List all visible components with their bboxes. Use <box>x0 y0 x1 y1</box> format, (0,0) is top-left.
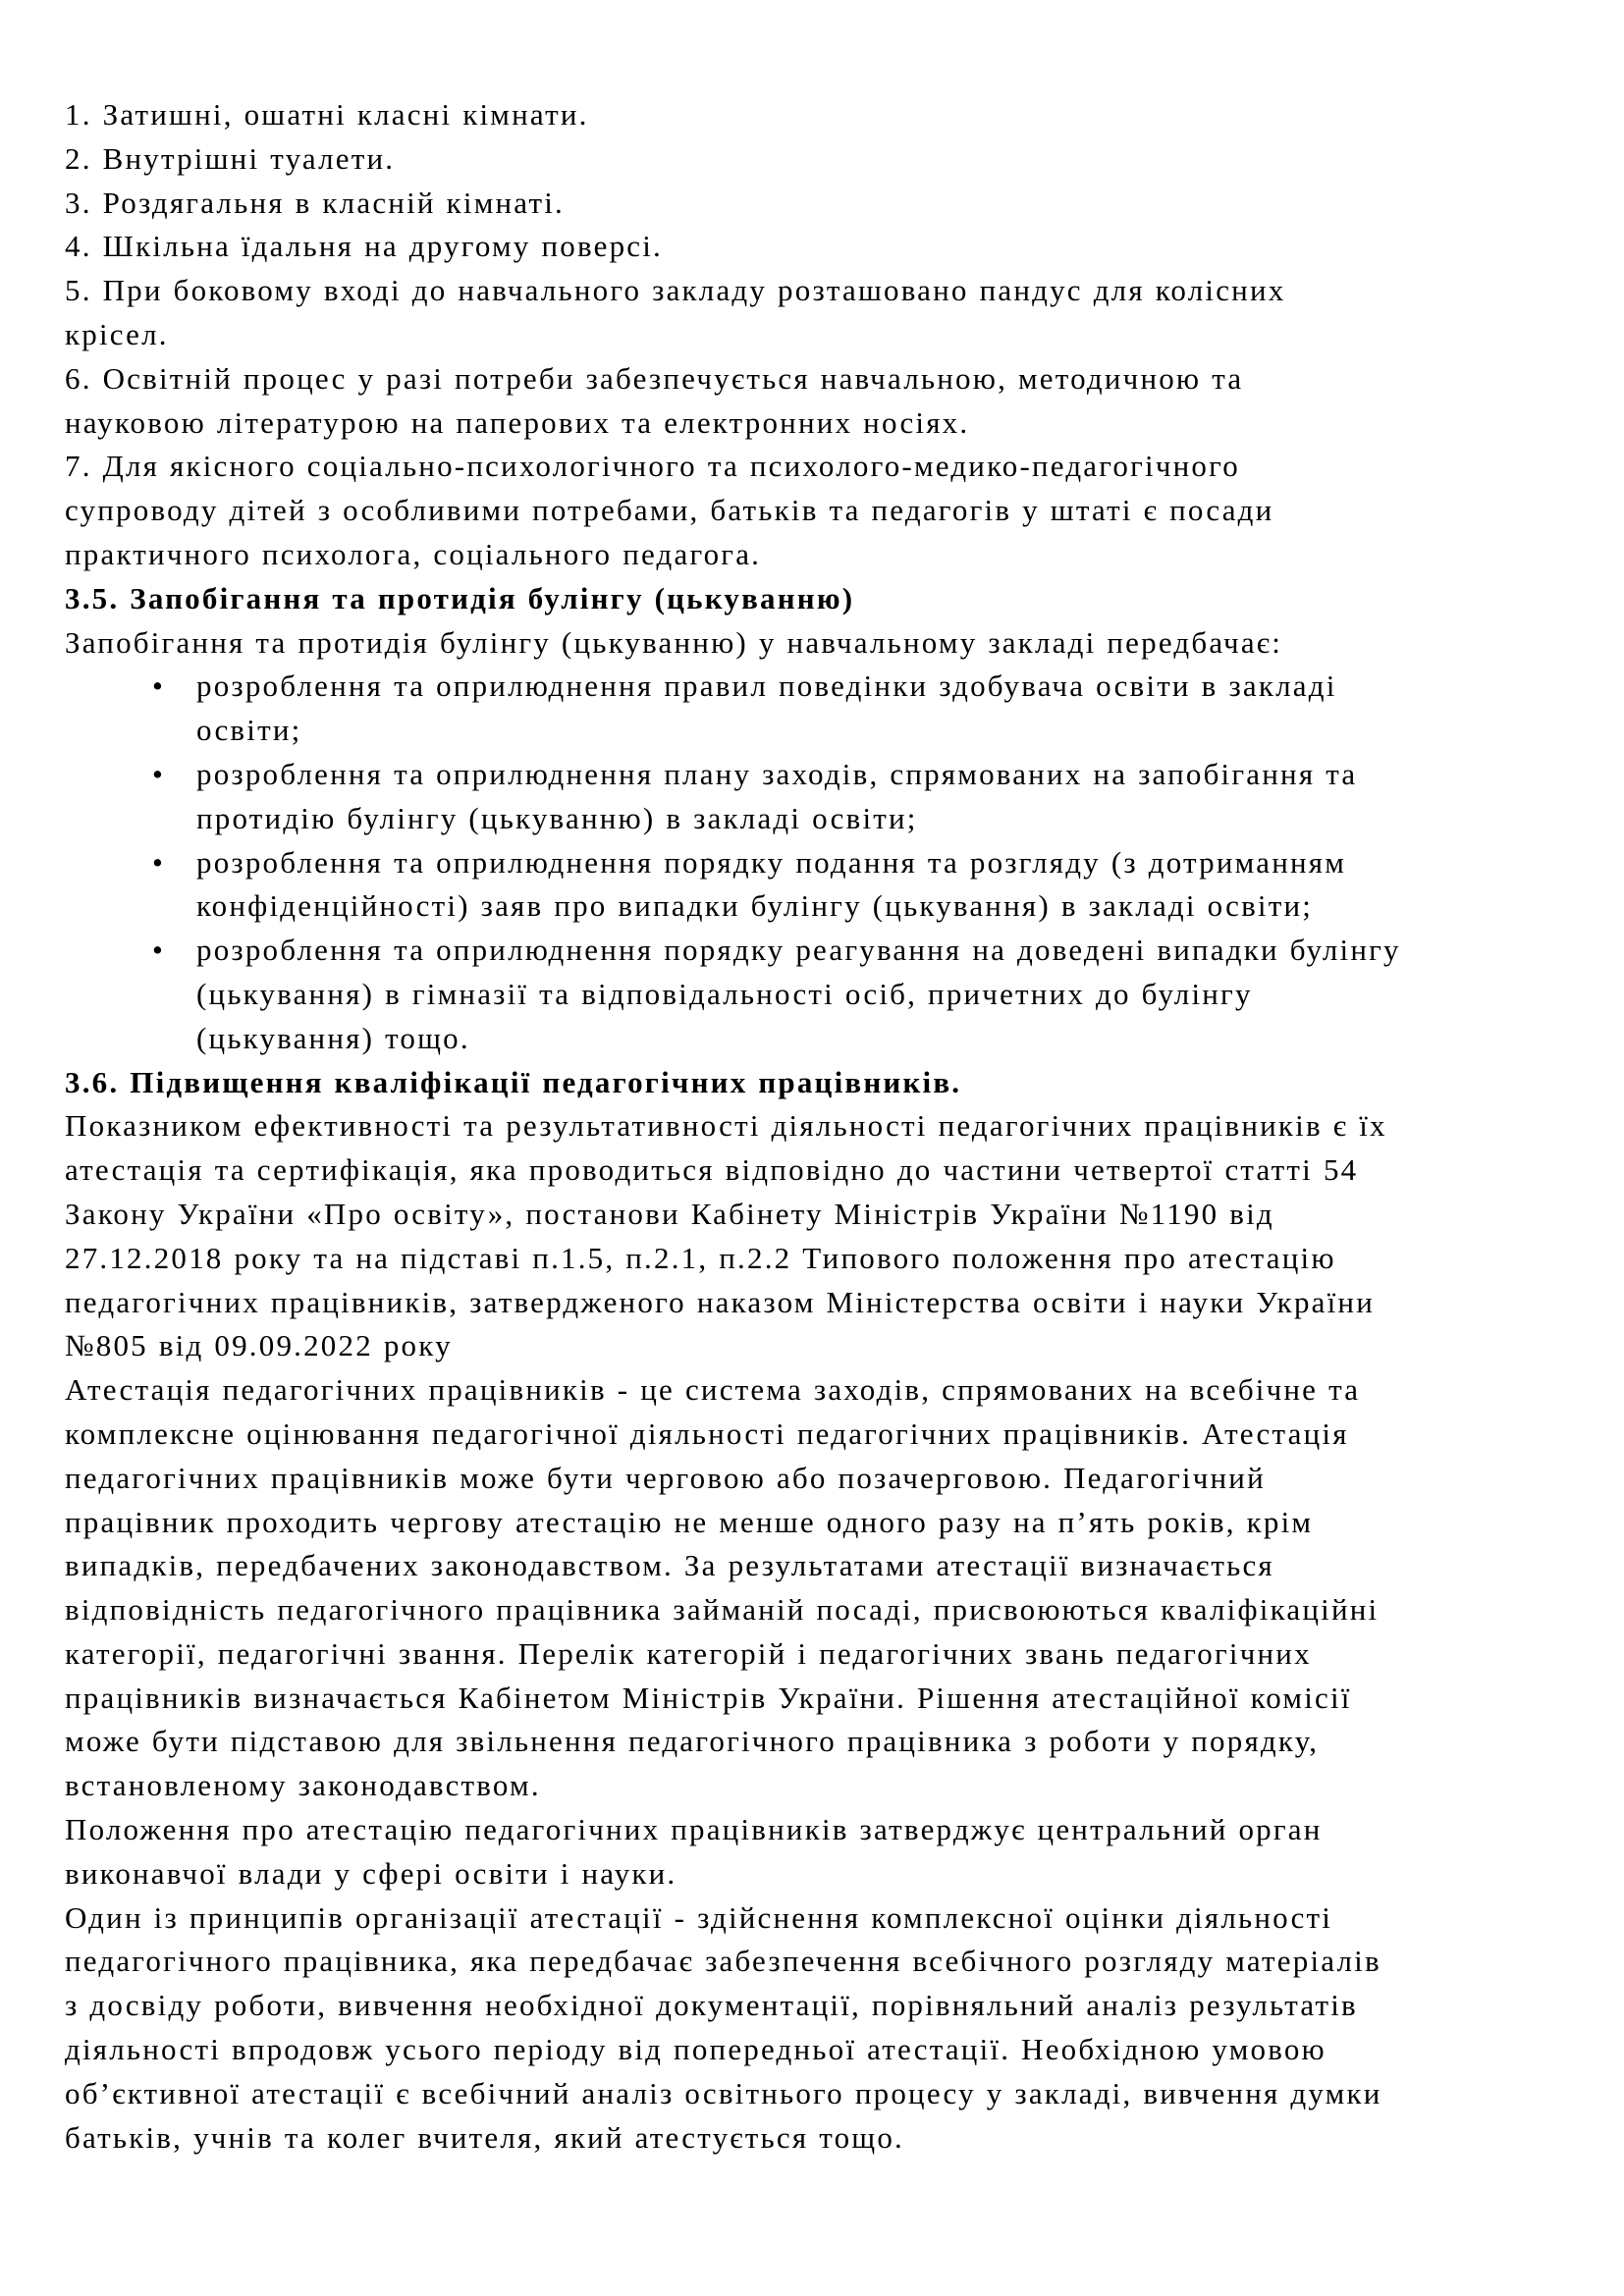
bullet-3-line-1: розроблення та оприлюднення порядку подання та розгляду (з дотриманням <box>196 844 1347 880</box>
paragraph-1-line-6: №805 від 09.09.2022 року <box>65 1328 453 1363</box>
paragraph-3-line-1: Положення про атестацію педагогічних працівників затверджує центральний орган <box>65 1812 1323 1847</box>
numbered-item-3: 3. Роздягальня в класній кімнаті. <box>65 185 565 220</box>
paragraph-4-line-3: з досвіду роботи, вивчення необхідної документації, порівняльний аналіз результатів <box>65 1988 1358 2023</box>
bullet-item-3 <box>152 841 1565 885</box>
numbered-item-2: 2. Внутрішні туалети. <box>65 140 396 176</box>
paragraph-1-line-5: педагогічних працівників, затвердженого наказом Міністерства освіти і науки України <box>65 1284 1375 1319</box>
paragraph-2-line-4: працівник проходить чергову атестацію не менше одного разу на п’ять років, крім <box>65 1504 1314 1539</box>
bullet-marker-icon: • <box>152 668 166 704</box>
paragraph-2-line-7: категорії, педагогічні звання. Перелік категорій і педагогічних звань педагогічних <box>65 1635 1312 1671</box>
paragraph-4-line-4: діяльності впродовж усього періоду від попередньої атестації. Необхідною умовою <box>65 2032 1326 2067</box>
bullet-1-line-2: освіти; <box>196 713 302 748</box>
numbered-item-6-line-2: науковою літературою на паперових та електронних носіях. <box>65 404 970 440</box>
bullet-4-line-1: розроблення та оприлюднення порядку реагування на доведені випадки булінгу <box>196 933 1401 968</box>
paragraph-1-line-3: Закону України «Про освіту», постанови Кабінету Міністрів України №1190 від <box>65 1196 1274 1231</box>
numbered-item-5-line-1: 5. При боковому вході до навчального закладу розташовано пандус для колісних <box>65 273 1286 308</box>
bullet-2-line-2: протидію булінгу (цькуванню) в закладі освіти; <box>196 800 918 835</box>
section-3-5-intro: Запобігання та протидія булінгу (цькуванню) у навчальному закладі передбачає: <box>65 624 1283 660</box>
paragraph-2-line-1: Атестація педагогічних працівників - це система заходів, спрямованих на всебічне та <box>65 1372 1361 1408</box>
paragraph-1-line-1: Показником ефективності та результативності діяльності педагогічних працівників є їх <box>65 1108 1387 1144</box>
paragraph-4-line-6: батьків, учнів та колег вчителя, який атестується тощо. <box>65 2119 904 2155</box>
numbered-item-4: 4. Шкільна їдальня на другому поверсі. <box>65 229 663 264</box>
numbered-item-7-line-1: 7. Для якісного соціально-психологічного та психолого-медико-педагогічного <box>65 449 1240 484</box>
section-heading-3-6: 3.6. Підвищення кваліфікації педагогічних працівників. <box>65 1064 962 1099</box>
bullet-item-2 <box>152 753 1565 797</box>
section-heading-3-5: 3.5. Запобігання та протидія булінгу (цькуванню) <box>65 580 855 615</box>
paragraph-2-line-8: працівників визначається Кабінетом Міністрів України. Рішення атестаційної комісії <box>65 1680 1352 1715</box>
bullet-1-line-1: розроблення та оприлюднення правил поведінки здобувача освіти в закладі <box>196 668 1337 704</box>
numbered-item-1: 1. Затишні, ошатні класні кімнати. <box>65 97 589 132</box>
paragraph-2-line-6: відповідність педагогічного працівника займаній посаді, присвоюються кваліфікаційні <box>65 1592 1380 1628</box>
numbered-item-7-line-3: практичного психолога, соціального педагога. <box>65 536 762 571</box>
numbered-item-6-line-1: 6. Освітній процес у разі потреби забезпечується навчальною, методичною та <box>65 360 1244 396</box>
paragraph-3-line-2: виконавчої влади у сфері освіти і науки. <box>65 1855 677 1891</box>
bullet-marker-icon: • <box>152 844 166 880</box>
paragraph-2-line-10: встановленому законодавством. <box>65 1768 541 1803</box>
numbered-item-5-line-2: крісел. <box>65 316 169 351</box>
paragraph-4-line-2: педагогічного працівника, яка передбачає забезпечення всебічного розгляду матеріалів <box>65 1944 1381 1979</box>
paragraph-2-line-9: може бути підставою для звільнення педагогічного працівника з роботи у порядку, <box>65 1724 1320 1759</box>
paragraph-4-line-1: Один із принципів організації атестації - здійснення комплексної оцінки діяльності <box>65 1899 1333 1935</box>
bullet-4-line-2: (цькування) в гімназії та відповідальності осіб, причетних до булінгу <box>196 976 1253 1011</box>
paragraph-1-line-2: атестація та сертифікація, яка проводиться відповідно до частини четвертої статті 54 <box>65 1152 1359 1188</box>
bullet-marker-icon: • <box>152 933 166 968</box>
bullet-marker-icon: • <box>152 756 166 791</box>
paragraph-2-line-5: випадків, передбачених законодавством. За результатами атестації визначається <box>65 1548 1274 1583</box>
paragraph-4-line-5: об’єктивної атестації є всебічний аналіз освітнього процесу у закладі, вивчення думки <box>65 2075 1382 2110</box>
paragraph-2-line-3: педагогічних працівників може бути черговою або позачерговою. Педагогічний <box>65 1460 1266 1495</box>
paragraph-2-line-2: комплексне оцінювання педагогічної діяльності педагогічних працівників. Атестація <box>65 1415 1349 1451</box>
bullet-3-line-2: конфіденційності) заяв про випадки булінгу (цькування) в закладі освіти; <box>196 888 1314 924</box>
bullet-2-line-1: розроблення та оприлюднення плану заходів, спрямованих на запобігання та <box>196 756 1358 791</box>
bullet-item-1 <box>152 665 1565 709</box>
numbered-item-7-line-2: супроводу дітей з особливими потребами, батьків та педагогів у штаті є посади <box>65 493 1274 528</box>
bullet-item-4 <box>152 929 1565 973</box>
bullet-4-line-3: (цькування) тощо. <box>196 1020 470 1055</box>
paragraph-1-line-4: 27.12.2018 року та на підставі п.1.5, п.2.1, п.2.2 Типового положення про атестацію <box>65 1240 1336 1275</box>
